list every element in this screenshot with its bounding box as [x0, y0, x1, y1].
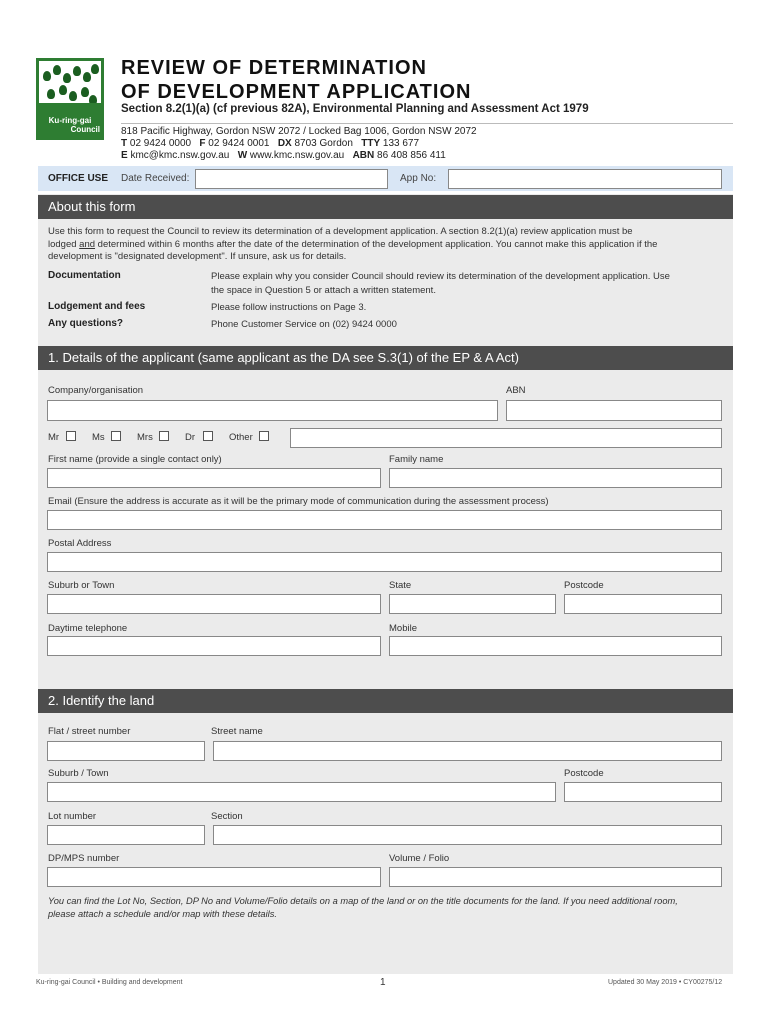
land-postcode-label: Postcode: [564, 768, 604, 779]
mobile-label: Mobile: [389, 623, 417, 634]
dp-mps-number-label: DP/MPS number: [48, 853, 120, 864]
family-name-label: Family name: [389, 454, 444, 465]
about-heading: About this form: [38, 195, 733, 219]
council-address: 818 Pacific Highway, Gordon NSW 2072 / Locked Bag 1006, Gordon NSW 2072: [121, 126, 477, 137]
street-name-field[interactable]: [213, 741, 722, 761]
mobile-field[interactable]: [389, 636, 722, 656]
footer-left: Ku-ring-gai Council • Building and development: [36, 979, 183, 986]
land-details-note: You can find the Lot No, Section, DP No and Volume/Folio details on a map of the land or on the title documents for the land. If you need additional room, please attach a schedule and/or map with these details.: [48, 896, 678, 919]
state-field[interactable]: [389, 594, 556, 614]
dp-mps-number-field[interactable]: [47, 867, 381, 887]
company-field[interactable]: [47, 400, 498, 421]
volume-folio-field[interactable]: [389, 867, 722, 887]
contact-details: [121, 126, 477, 162]
title-other-checkbox[interactable]: [259, 431, 269, 441]
land-suburb-label: Suburb / Town: [48, 768, 109, 779]
title-mr-checkbox[interactable]: [66, 431, 76, 441]
lot-number-field[interactable]: [47, 825, 205, 845]
logo-line2: Council: [70, 125, 100, 134]
title-line1: REVIEW OF DETERMINATION: [121, 57, 427, 79]
company-label: Company/organisation: [48, 385, 144, 396]
app-no-label: App No:: [400, 173, 437, 184]
logo-line1: Ku-ring-gai: [48, 116, 92, 125]
title-ms-checkbox[interactable]: [111, 431, 121, 441]
land-postcode-field[interactable]: [564, 782, 722, 802]
title-mrs-label: Mrs: [137, 432, 153, 443]
title-line2: OF DEVELOPMENT APPLICATION: [121, 81, 472, 103]
form-title: [121, 56, 471, 104]
street-name-label: Street name: [211, 726, 263, 737]
contact-line-web: E kmc@kmc.nsw.gov.au W www.kmc.nsw.gov.au ABN 86 408 856 411: [121, 150, 446, 161]
contact-line-phone: T 02 9424 0000 F 02 9424 0001 DX 8703 Gordon TTY 133 677: [121, 138, 420, 149]
volume-folio-label: Volume / Folio: [389, 853, 450, 864]
postal-address-field[interactable]: [47, 552, 722, 572]
documentation-text-2: the space in Question 5 or attach a written statement.: [211, 285, 436, 296]
date-received-label: Date Received:: [121, 173, 190, 184]
flat-street-number-field[interactable]: [47, 741, 205, 761]
daytime-telephone-label: Daytime telephone: [48, 623, 128, 634]
family-name-field[interactable]: [389, 468, 722, 488]
section1-heading: 1. Details of the applicant (same applicant as the DA see S.3(1) of the EP & A Act): [38, 346, 733, 370]
app-no-field[interactable]: [448, 169, 722, 189]
title-dr-checkbox[interactable]: [203, 431, 213, 441]
flat-street-number-label: Flat / street number: [48, 726, 131, 737]
suburb-field[interactable]: [47, 594, 381, 614]
email-label: Email (Ensure the address is accurate as it will be the primary mode of communication during the assessment process): [48, 496, 549, 507]
header-divider: [121, 123, 733, 124]
lodgement-label: Lodgement and fees: [48, 301, 146, 312]
logo-text: [36, 116, 104, 134]
first-name-label: First name (provide a single contact only): [48, 454, 222, 465]
office-use-label: OFFICE USE: [48, 173, 109, 184]
section2-heading: 2. Identify the land: [38, 689, 733, 713]
council-logo: [36, 58, 104, 140]
section-label: Section: [211, 811, 243, 822]
lot-number-label: Lot number: [48, 811, 97, 822]
questions-label: Any questions?: [48, 318, 124, 329]
section-field[interactable]: [213, 825, 722, 845]
state-label: State: [389, 580, 412, 591]
title-other-field[interactable]: [290, 428, 722, 448]
postcode-field[interactable]: [564, 594, 722, 614]
questions-text: Phone Customer Service on (02) 9424 0000: [211, 319, 397, 330]
title-other-label: Other: [229, 432, 253, 443]
date-received-field[interactable]: [195, 169, 388, 189]
title-ms-label: Ms: [92, 432, 105, 443]
title-mr-label: Mr: [48, 432, 60, 443]
postcode-label: Postcode: [564, 580, 604, 591]
abn-label: ABN: [506, 385, 526, 396]
form-subtitle: Section 8.2(1)(a) (cf previous 82A), Environmental Planning and Assessment Act 1979: [121, 103, 589, 115]
title-dr-label: Dr: [185, 432, 196, 443]
email-field[interactable]: [47, 510, 722, 530]
documentation-label: Documentation: [48, 270, 121, 281]
daytime-telephone-field[interactable]: [47, 636, 381, 656]
land-suburb-field[interactable]: [47, 782, 556, 802]
logo-trees-graphic: [39, 61, 101, 113]
about-paragraph: Use this form to request the Council to review its determination of a development application. A section 8.2(1)(a) review application must be lodged and determined within 6 months after the date of the determination of the development application. You cannot make this application if the development is "designated development". If unsure, ask us for details.: [48, 226, 658, 262]
documentation-text-1: Please explain why you consider Council should review its determination of the development application. Use: [211, 271, 670, 282]
lodgement-text: Please follow instructions on Page 3.: [211, 302, 367, 313]
abn-field[interactable]: [506, 400, 722, 421]
page-number: 1: [380, 977, 386, 988]
title-mrs-checkbox[interactable]: [159, 431, 169, 441]
footer-right: Updated 30 May 2019 • CY00275/12: [608, 979, 723, 986]
suburb-label: Suburb or Town: [48, 580, 115, 591]
postal-address-label: Postal Address: [48, 538, 112, 549]
first-name-field[interactable]: [47, 468, 381, 488]
